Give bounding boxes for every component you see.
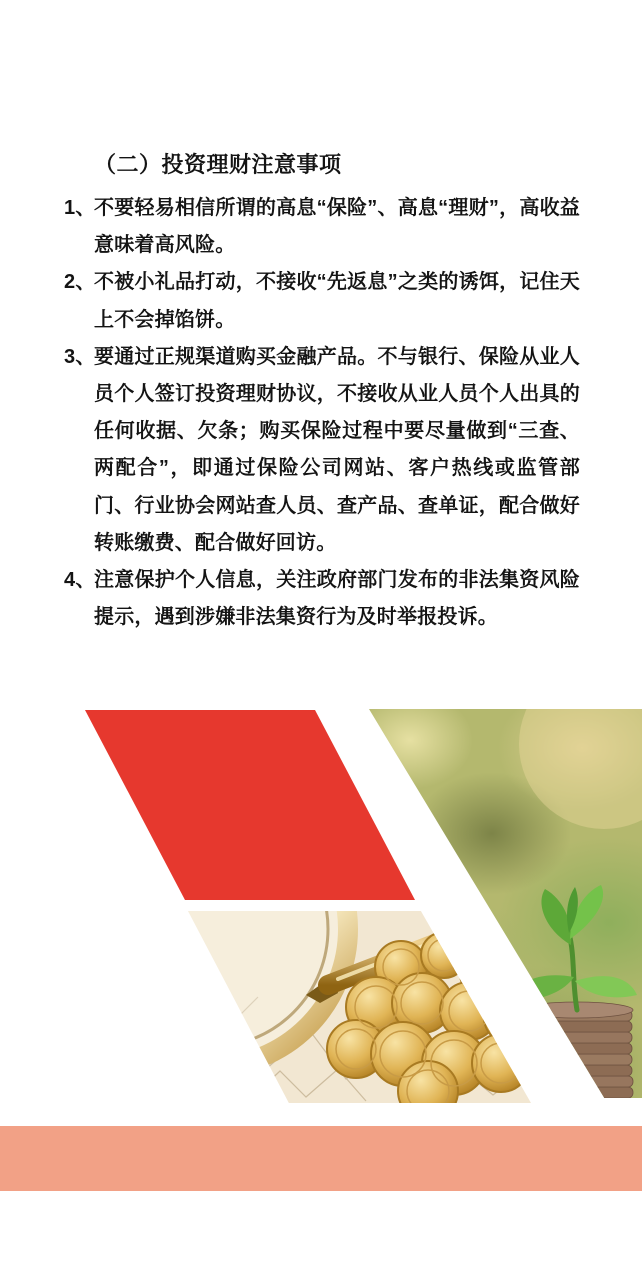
coin-stack-icon [519, 1002, 633, 1098]
coins-photo-art [188, 911, 531, 1103]
item-text: 注意保护个人信息，关注政府部门发布的非法集资风险提示，遇到涉嫌非法集资行为及时举报投诉。 [94, 569, 580, 629]
gold-coins-icon [327, 932, 531, 1103]
item-number: 1、 [64, 197, 96, 219]
section-heading: （二）投资理财注意事项 [94, 152, 342, 177]
gold-coins-photo [188, 911, 531, 1103]
item-text: 要通过正规渠道购买金融产品。不与银行、保险从业人员个人签订投资理财协议，不接收从业人员个人出具的任何收据、欠条；购买保险过程中要尽量做到“三查、两配合”，即通过保险公司网站、客户热线或监管部门、行业协会网站查人员、查产品、查单证，配合做好转账缴费、配合做好回访。 [94, 345, 580, 554]
list-item [64, 339, 580, 562]
item-text: 不要轻易相信所谓的高息“保险”、高息“理财”，高收益意味着高风险。 [94, 197, 580, 257]
list-item [64, 562, 580, 636]
text-block [64, 146, 580, 636]
item-number: 3、 [64, 345, 96, 368]
plant-sprout-icon [509, 885, 637, 1010]
salmon-footer-band [0, 1126, 642, 1191]
list-item [64, 264, 580, 338]
item-number: 2、 [64, 271, 96, 294]
red-accent-parallelogram [85, 710, 415, 900]
list-item [64, 190, 580, 264]
item-number: 4、 [64, 569, 96, 592]
item-text: 不被小礼品打动，不接收“先返息”之类的诱饵，记住天上不会掉馅饼。 [94, 271, 580, 331]
bokeh-highlight [519, 709, 642, 829]
